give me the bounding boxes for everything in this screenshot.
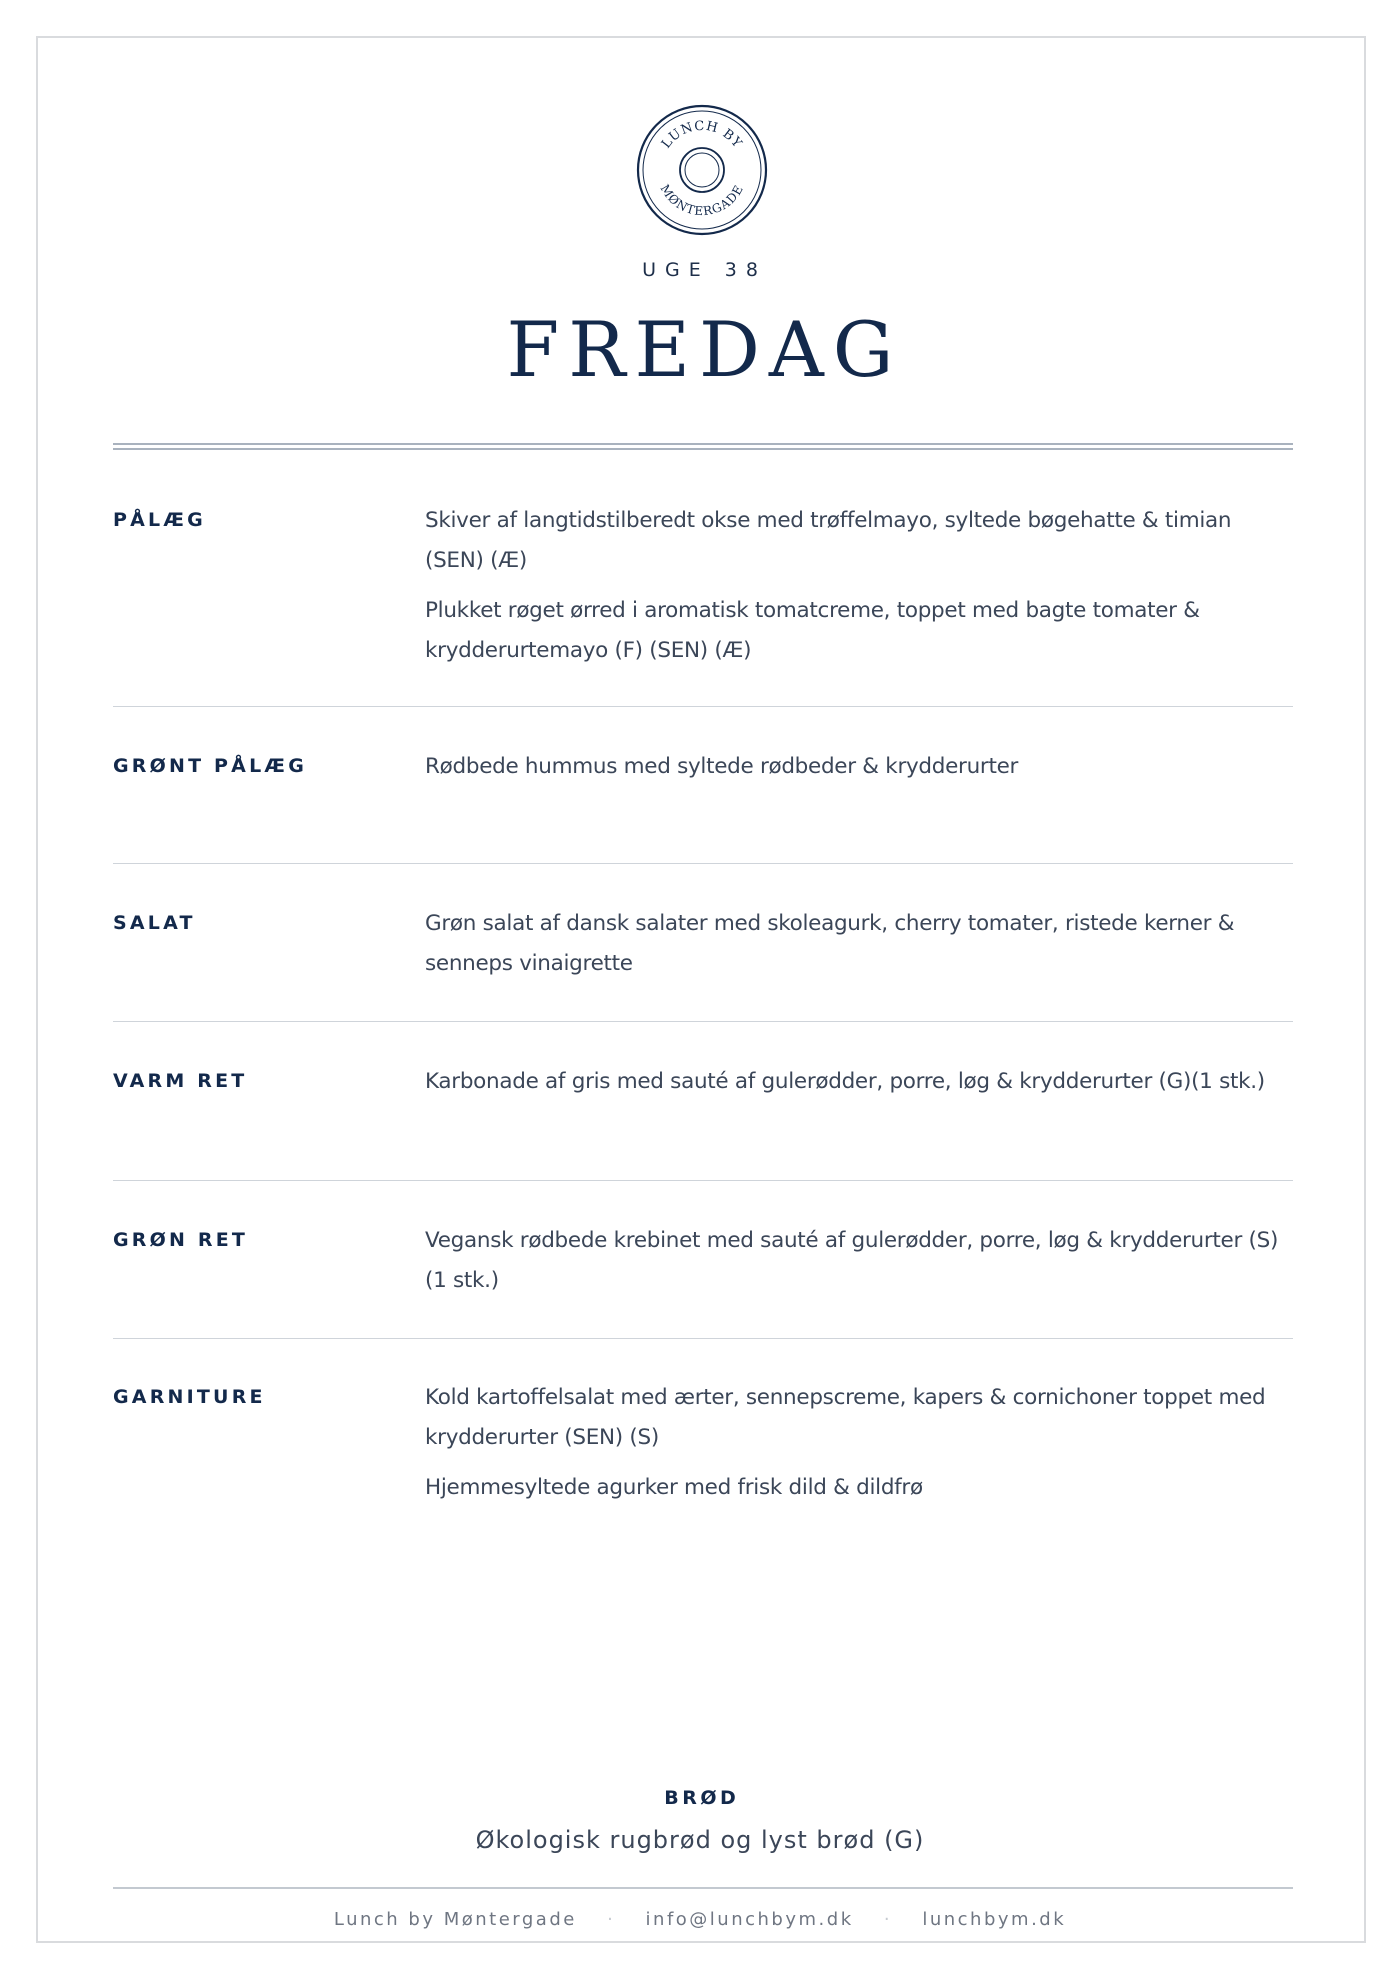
section-divider bbox=[113, 1021, 1293, 1022]
item-list bbox=[425, 904, 1295, 994]
logo-top-text: LUNCH BY bbox=[658, 118, 745, 152]
header-divider-bottom bbox=[113, 448, 1293, 450]
section-divider bbox=[113, 1338, 1293, 1339]
week-label: UGE 38 bbox=[642, 259, 767, 281]
menu-item: Skiver af langtidstilberedt okse med trøffelmayo, syltede bøgehatte & timian (SEN) (Æ) bbox=[425, 508, 1232, 573]
item-list bbox=[425, 747, 1295, 797]
footer-separator: · bbox=[607, 1909, 616, 1930]
menu-item: Kold kartoffelsalat med ærter, sennepscreme, kapers & cornichoner toppet med krydderurter (SEN) (S) bbox=[425, 1385, 1266, 1450]
menu-item: Rødbede hummus med syltede rødbeder & krydderurter bbox=[425, 754, 1019, 779]
category-label: GRØNT PÅLÆG bbox=[113, 755, 308, 777]
footer-email-link[interactable]: info@lunchbym.dk bbox=[645, 1909, 854, 1930]
item-list bbox=[425, 501, 1295, 681]
bread-description: Økologisk rugbrød og lyst brød (G) bbox=[475, 1826, 925, 1854]
item-list bbox=[425, 1378, 1295, 1518]
footer-separator: · bbox=[883, 1909, 893, 1930]
bread-title: BRØD bbox=[664, 1787, 740, 1809]
section-divider bbox=[113, 706, 1293, 707]
category-label: PÅLÆG bbox=[113, 509, 206, 531]
logo-bottom-text: MØNTERGADE bbox=[657, 182, 747, 219]
svg-text:LUNCH BY bbox=[659, 119, 745, 152]
footer bbox=[0, 1909, 1400, 1930]
footer-website-link[interactable]: lunchbym.dk bbox=[922, 1909, 1067, 1930]
category-label: GRØN RET bbox=[113, 1229, 249, 1251]
menu-item: Plukket røget ørred i aromatisk tomatcreme, toppet med bagte tomater & krydderurtemayo (F) (SEN) (Æ) bbox=[425, 598, 1200, 663]
menu-item: Vegansk rødbede krebinet med sauté af gulerødder, porre, løg & krydderurter (S)(1 stk.) bbox=[425, 1228, 1279, 1293]
category-label: VARM RET bbox=[113, 1070, 248, 1092]
item-list bbox=[425, 1062, 1295, 1112]
menu-item: Hjemmesyltede agurker med frisk dild & dildfrø bbox=[425, 1475, 923, 1500]
footer-divider bbox=[113, 1887, 1293, 1889]
menu-item: Karbonade af gris med sauté af gulerødder, porre, løg & krydderurter (G)(1 stk.) bbox=[425, 1069, 1265, 1094]
lunch-by-montergade-logo bbox=[635, 103, 769, 237]
day-title: FREDAG bbox=[506, 305, 903, 394]
footer-name: Lunch by Møntergade bbox=[333, 1909, 577, 1930]
header-divider-top bbox=[113, 443, 1293, 445]
section-divider bbox=[113, 863, 1293, 864]
menu-item: Grøn salat af dansk salater med skoleagurk, cherry tomater, ristede kerner & senneps vinaigrette bbox=[425, 911, 1235, 976]
category-label: SALAT bbox=[113, 912, 196, 934]
category-label: GARNITURE bbox=[113, 1386, 266, 1408]
section-divider bbox=[113, 1180, 1293, 1181]
item-list bbox=[425, 1221, 1295, 1311]
